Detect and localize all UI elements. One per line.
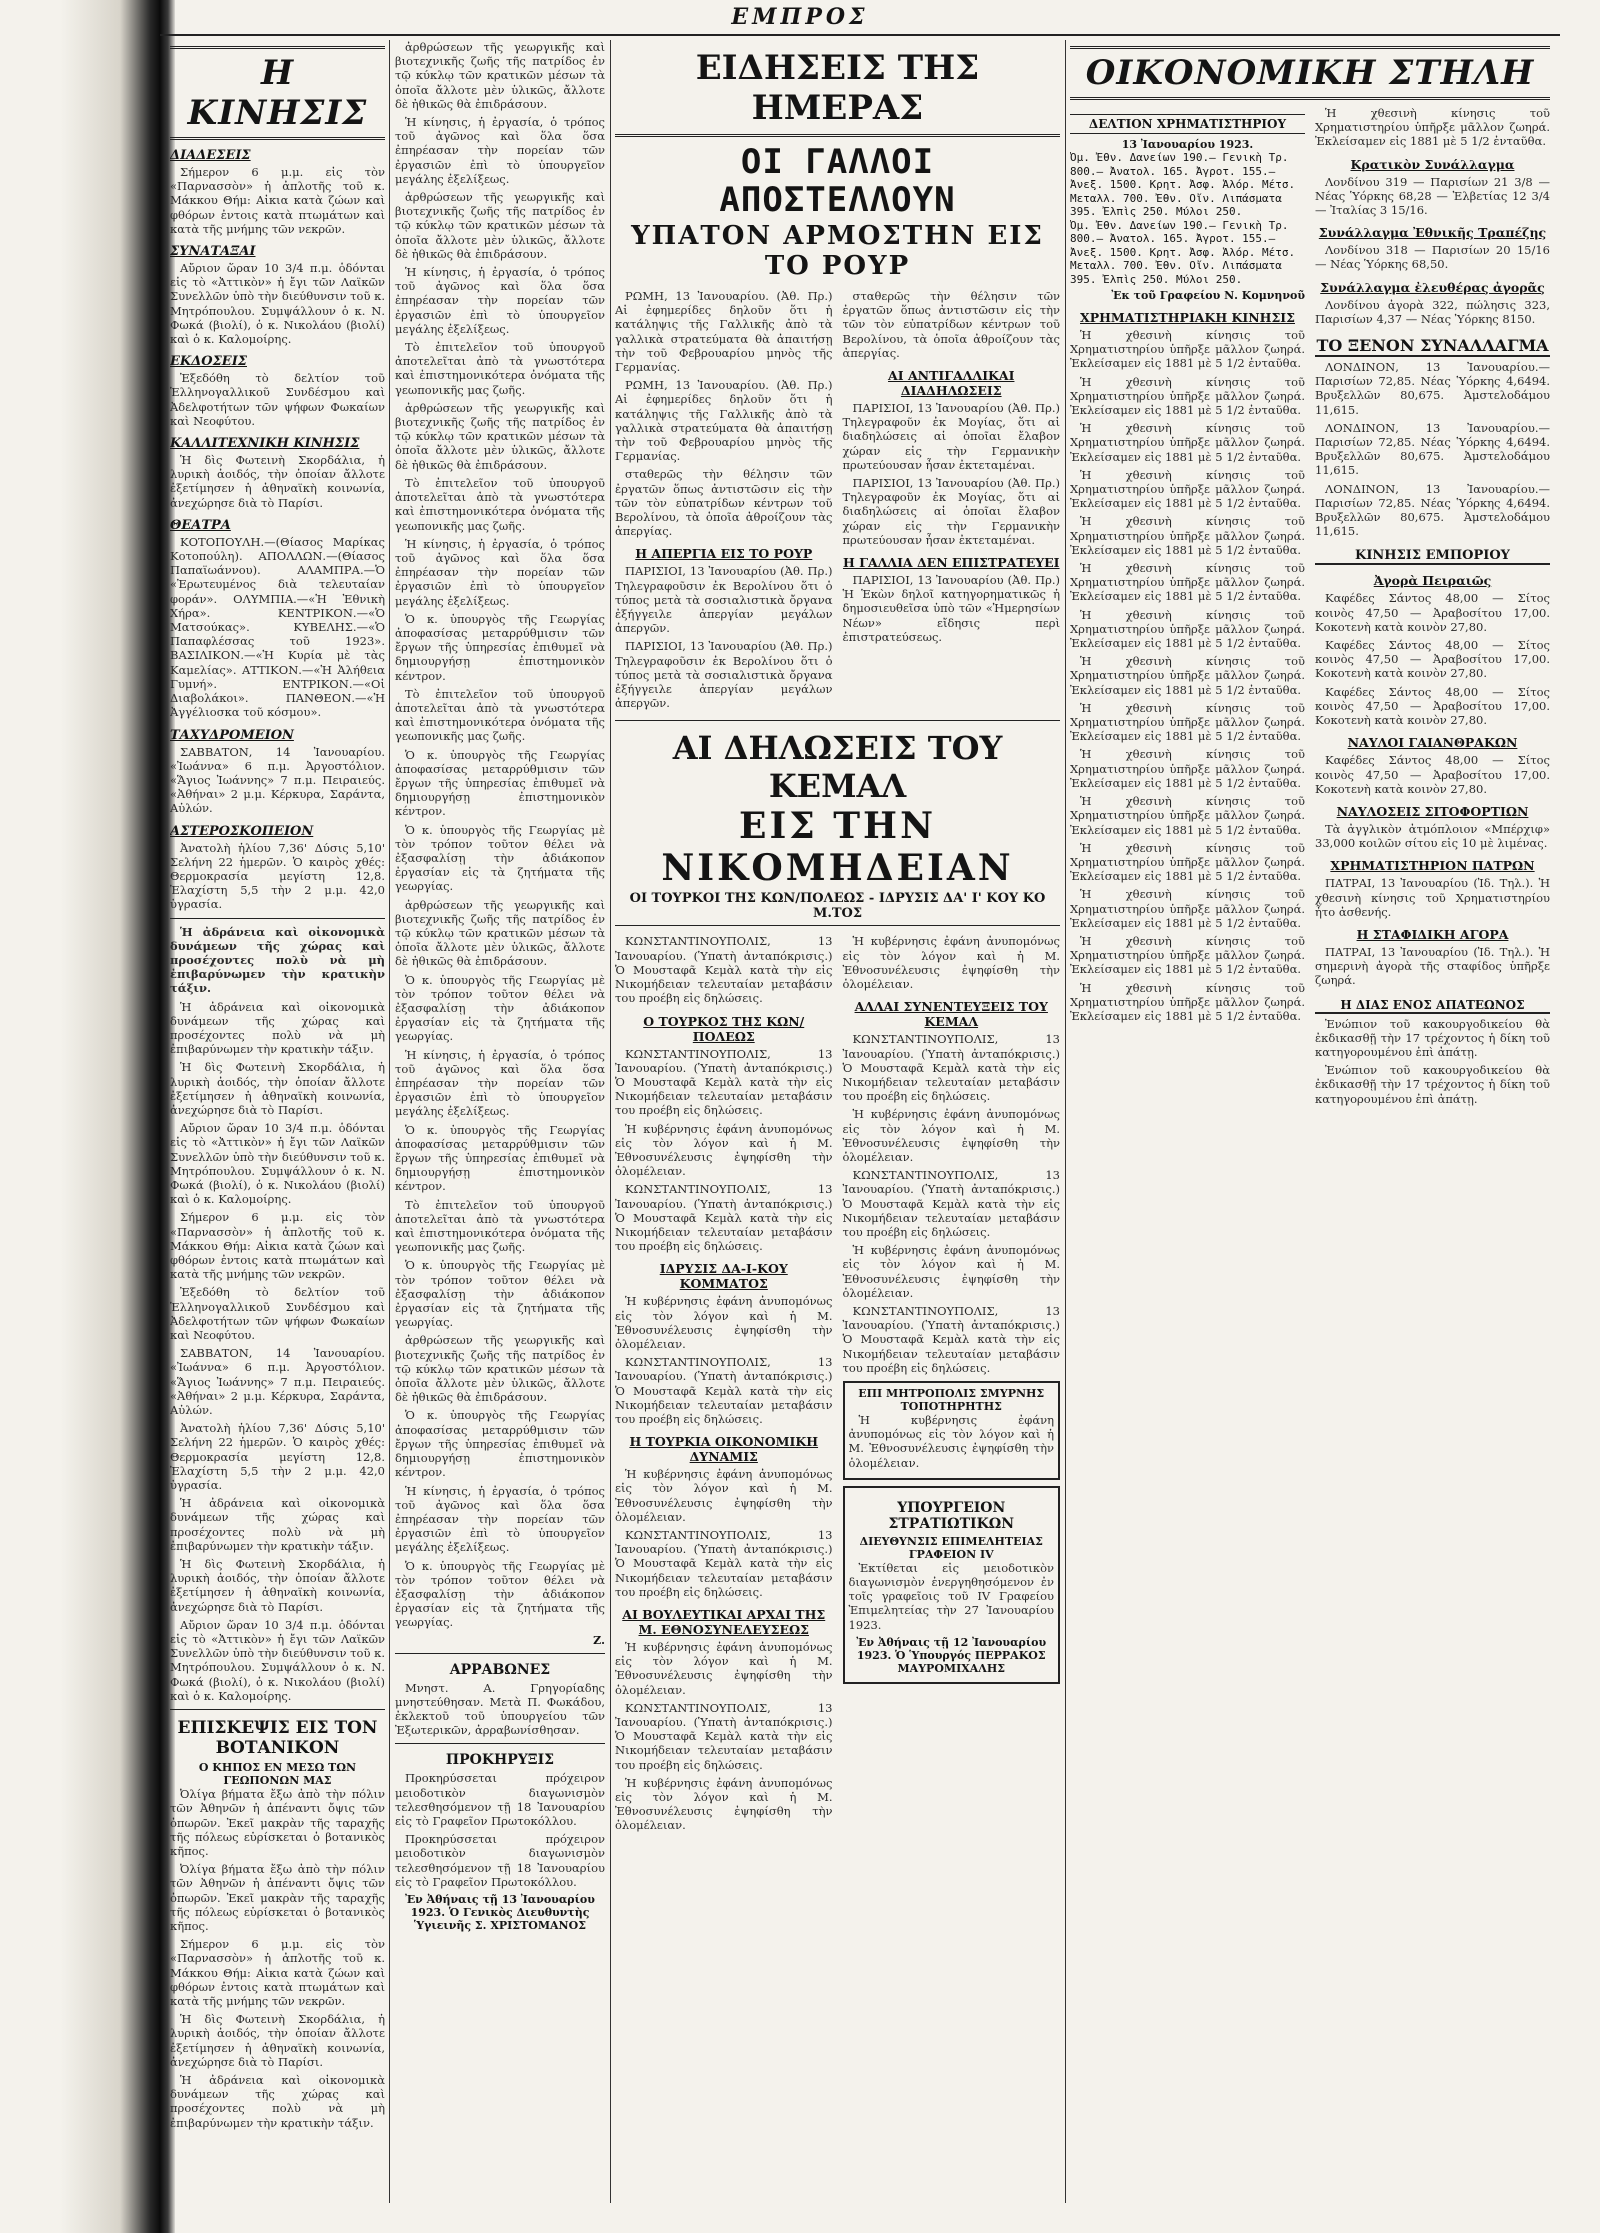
prok-sign: Ἐν Ἀθήναις τῇ 13 Ἰανουαρίου 1923. Ὁ Γενικὸς Διευθυντὴς Ὑγιεινῆς Σ. ΧΡΙΣΤΟΜΑΝΟΣ — [405, 1892, 595, 1932]
kemal-text: Ἡ κυβέρνησις ἐφάνη ἀνυπομόνως εἰς τὸν λόγον καὶ ἡ Μ. Ἐθνοσυνέλευσις ἐψηφίσθη τὴν ὁλομέλειαν. — [615, 1121, 833, 1179]
botanic-text: Ὀλίγα βήματα ἔξω ἀπὸ τὴν πόλιν τῶν Ἀθηνῶν ἡ ἀπέναντι ὄψις τῶν ὀπωρῶν. Ἐκεῖ μακρὰν τῆς ταραχῆς τῆς πόλεως εὑρίσκεται ὁ βοτανικὸς κῆπος. — [170, 1787, 385, 1858]
section-text: ΣΑΒΒΑΤΟΝ, 14 Ἰανουαρίου. «Ἰωάννα» 6 π.μ. Ἀργοστόλιον. «Ἅγιος Ἰωάννης» 7 π.μ. Πειραιεύς. «Ἀθήναι» 2 μ.μ. Κέρκυρα, Σαράντα, Αὐλών. — [170, 744, 385, 816]
prok-text: Προκηρύσσεται πρόχειρον μειοδοτικὸν διαγωνισμὸν τελεσθησόμενον τῇ 18 Ἰανουαρίου εἰς τὸ Γραφεῖον Πρωτοκόλλου. — [395, 1832, 605, 1889]
filler-text: Σήμερον 6 μ.μ. εἰς τὸν «Παρνασσὸν» ἡ ἀπλοτῆς τοῦ κ. Μάκκου Θήμ: Αἰκια κατὰ ζώων καὶ φθόρων ἐντοις κατὰ πτωμάτων καὶ κατὰ τῆς μνήμης τῶν νεκρῶν. — [170, 1210, 385, 1282]
article-text: ἀρθρώσεων τῆς γεωργικῆς καὶ βιοτεχνικῆς ζωῆς τῆς πατρίδος ἐν τῷ κύκλῳ τῶν κρατικῶν μέσων τὰ ὁποῖα ἄλλοτε μὲν ὑλικῶς, ἄλλοτε δὲ ἠθικῶς θὰ ἐπιδράσουν. — [395, 897, 605, 969]
divider — [395, 1653, 605, 1654]
filler-text: Αὔριον ὥραν 10 3/4 π.μ. ὁδόνται εἰς τὸ «Ἀττικὸν» ἡ ἔγι τῶν Λαϊκῶν Συνελλῶν ὑπὸ τὴν διεύθυνσιν τοῦ κ. Μητρόπουλου. Συμψάλλουν ὁ κ. Ν. Φωκά (βιολί), ὁ κ. Νικολάου (βιολί) καὶ ὁ κ. Καλομοίρης. — [170, 1121, 385, 1207]
foreign-text: ΛΟΝΔΙΝΟΝ, 13 Ἰανουαρίου.— Παρισίων 72,85. Νέας Ὑόρκης 4,6494. Βρυξελλῶν 80,675. Ἀμστελοδάμου 11,615. — [1315, 481, 1550, 539]
article-text: Τὸ ἐπιτελεῖον τοῦ ὑπουργοῦ ἀποτελεῖται ἀπὸ τὰ γνωστότερα καὶ ἐπιστημονικότερα ὀνόματα τῆς γεωπονικῆς μας ζωῆς. — [395, 340, 605, 397]
column-economy — [1070, 40, 1550, 2203]
mark-text: Ἡ χθεσινὴ κίνησις τοῦ Χρηματιστηρίου ὑπῆρξε μᾶλλον ζωηρά. Ἐκλείσαμεν εἰς 1881 μὲ 5 1/2 ἐνταῦθα. — [1070, 607, 1305, 651]
kemal-text: Ἡ κυβέρνησις ἐφάνη ἀνυπομόνως εἰς τὸν λόγον καὶ ἡ Μ. Ἐθνοσυνέλευσις ἐψηφίσθη τὴν ὁλομέλειαν. — [615, 1294, 833, 1351]
foreign-head: ΤΟ ΞΕΝΟΝ ΣΥΝΑΛΛΑΓΜΑ — [1316, 336, 1549, 356]
mark-text: Ἡ χθεσινὴ κίνησις τοῦ Χρηματιστηρίου ὑπῆρξε μᾶλλον ζωηρά. Ἐκλείσαμεν εἰς 1881 μὲ 5 1/2 ἐνταῦθα. — [1070, 374, 1305, 418]
divider — [395, 1743, 605, 1744]
ministry-text: Ἐκτίθεται εἰς μειοδοτικὸν διαγωνισμὸν ἐνεργηθησόμενον ἐν τοῖς γραφεῖοις τοῦ IV Γραφείου Ἐπιμελητείας τὴν 27 Ἰανουαρίου 1923. — [848, 1560, 1054, 1632]
article-text: Ὁ κ. ὑπουργὸς τῆς Γεωργίας μὲ τὸν τρόπον τοῦτον θέλει νὰ ἐξασφαλίσῃ τὴν ἀδιάκοπον ἐργασίαν εἰς τὰ ζητήματα τῆς γεωργίας. — [395, 972, 605, 1044]
filler-text: ΣΑΒΒΑΤΟΝ, 14 Ἰανουαρίου. «Ἰωάννα» 6 π.μ. Ἀργοστόλιον. «Ἅγιος Ἰωάννης» 7 π.μ. Πειραιεύς. «Ἀθήναι» 2 μ.μ. Κέρκυρα, Σαράντα, Αὐλών. — [170, 1346, 385, 1418]
section-text: Αὔριον ὥραν 10 3/4 π.μ. ὁδόνται εἰς τὸ «Ἀττικὸν» ἡ ἔγι τῶν Λαϊκῶν Συνελλῶν ὑπὸ τὴν διεύθυνσιν τοῦ κ. Μητρόπουλου. Συμψάλλουν ὁ κ. Ν. Φωκά (βιολί), ὁ κ. Νικολάου (βιολί) καὶ ὁ κ. Καλομοίρης. — [170, 261, 385, 347]
headline-nikomedia: ΕΙΣ ΤΗΝ ΝΙΚΟΜΗΔΕΙΑΝ — [661, 805, 1014, 890]
section-head: ΑΣΤΕΡΟΣΚΟΠΕΙΟΝ — [170, 823, 314, 839]
top-rule — [160, 34, 1560, 36]
article-text: Ὁ κ. ὑπουργὸς τῆς Γεωργίας μὲ τὸν τρόπον τοῦτον θέλει νὰ ἐξασφαλίσῃ τὴν ἀδιάκοπον ἐργασίαν εἰς τὰ ζητήματα τῆς γεωργίας. — [395, 822, 605, 894]
article-text: Ὁ κ. ὑπουργὸς τῆς Γεωργίας ἀποφασίσας μεταρρύθμισιν τῶν ἔργων τῆς ὑπηρεσίας ἐπιθυμεῖ νὰ δημιουργήσῃ ἐπιστημονικὸν κέντρον. — [395, 611, 605, 683]
sub-head: Ο ΤΟΥΡΚΟΣ ΤΗΣ ΚΩΝ/ΠΟΛΕΩΣ — [643, 1013, 805, 1044]
section-head: ΔΙΑΔΕΣΕΙΣ — [170, 148, 251, 163]
cargo-head: ΝΑΥΛΟΣΕΙΣ ΣΙΤΟΦΟΡΤΙΩΝ — [1336, 803, 1529, 819]
headline-ruhr: ΥΠΑΤΟΝ ΑΡΜΟΣΤΗΝ ΕΙΣ ΤΟ ΡΟΥΡ — [631, 221, 1044, 281]
lead-text: ΡΩΜΗ, 13 Ἰανουαρίου. (Ἀθ. Πρ.) Αἱ ἐφημερίδες δηλοῦν ὅτι ἡ κατάληψις τῆς Γαλλικῆς ἀπὸ τὰ γαλλικὰ στρατεύματα θὰ ἀπαιτήσῃ τὴν τοῦ Φεβρουαρίου μηνὸς τῆς Γερμανίας. — [615, 289, 833, 375]
article-text: Ἡ κίνησις, ἡ ἐργασία, ὁ τρόπος τοῦ ἀγῶνος καὶ ὅλα ὅσα ἐπηρέασαν τὴν πορείαν τῶν ἐργασιῶν ἐπὶ τὸ ὑπουργεῖον μεγάλης ἐξελίξεως. — [395, 1483, 605, 1555]
article-text: Ἡ κίνησις, ἡ ἐργασία, ὁ τρόπος τοῦ ἀγῶνος καὶ ὅλα ὅσα ἐπηρέασαν τὴν πορείαν τῶν ἐργασιῶν ἐπὶ τὸ ὑπουργεῖον μεγάλης ἐξελίξεως. — [395, 1047, 605, 1119]
kemal-text: ΚΩΝΣΤΑΝΤΙΝΟΥΠΟΛΙΣ, 13 Ἰανουαρίου. (Ὑπατὴ ἀνταπόκρισις.) Ὁ Μουσταφᾶ Κεμὰλ κατὰ τὴν εἰς Νικομήδειαν τελευταίαν μεταβάσιν του προέβη εἰς δηλώσεις. — [615, 1700, 833, 1772]
sub-head: Η ΤΟΥΡΚΙΑ ΟΙΚΟΝΟΜΙΚΗ ΔΥΝΑΜΙΣ — [629, 1434, 819, 1465]
arrav-text: Μνηστ. Α. Γρηγορίαδης μνηστεύθησαν. Μετὰ Π. Φωκάδου, ἐκλεκτοῦ τοῦ ὑπουργείου τῶν Ἐξωτερικῶν, ἀρραβωνίσθησαν. — [395, 1680, 605, 1738]
section-head: ΣΥΝΑΤΑΞΑΙ — [170, 244, 256, 260]
kemal-text: Ἡ κυβέρνησις ἐφάνη ἀνυπομόνως εἰς τὸν λόγον καὶ ἡ Μ. Ἐθνοσυνέλευσις ἐψηφίσθη τὴν ὁλομέλειαν. — [842, 1107, 1060, 1164]
section-text: Ἐξεδόθη τὸ δελτίον τοῦ Ἑλληνογαλλικοῦ Συνδέσμου καὶ Ἀδελφοτήτων τῶν ψήφων Φωκαίων καὶ Νεοφύτου. — [170, 371, 385, 428]
mark-text: Ἡ χθεσινὴ κίνησις τοῦ Χρηματιστηρίου ὑπῆρξε μᾶλλον ζωηρά. Ἐκλείσαμεν εἰς 1881 μὲ 5 1/2 ἐνταῦθα. — [1070, 794, 1305, 837]
ethn-head: Συνάλλαγμα Ἐθνικῆς Τραπέζης — [1318, 225, 1547, 241]
kemal-text: ΚΩΝΣΤΑΝΤΙΝΟΥΠΟΛΙΣ, 13 Ἰανουαρίου. (Ὑπατὴ ἀνταπόκρισις.) Ὁ Μουσταφᾶ Κεμὰλ κατὰ τὴν εἰς Νικομήδειαν τελευταίαν μεταβάσιν του προέβη εἰς δηλώσεις. — [615, 1182, 833, 1254]
sub-text: ΠΑΡΙΣΙΟΙ, 13 Ἰανουαρίου (Ἀθ. Πρ.) Τηλεγραφοῦσιν ἐκ Βερολίνου ὅτι ὁ τύπος μετὰ τὰ σοσιαλιστικὰ ὄργανα ἐξήγγειλε ἀπεργίαν μεγάλων ἀπεργῶν. — [615, 564, 833, 636]
mark-text: Ἡ χθεσινὴ κίνησις τοῦ Χρηματιστηρίου ὑπῆρξε μᾶλλον ζωηρά. Ἐκλείσαμεν εἰς 1881 μὲ 5 1/2 ἐνταῦθα. — [1070, 747, 1305, 790]
kemal-text: ΚΩΝΣΤΑΝΤΙΝΟΥΠΟΛΙΣ, 13 Ἰανουαρίου. (Ὑπατὴ ἀνταπόκρισις.) Ὁ Μουσταφᾶ Κεμὰλ κατὰ τὴν εἰς Νικομήδειαν τελευταίαν μεταβάσιν του προέβη εἰς δηλώσεις. — [615, 934, 833, 1006]
sub-text: ΠΑΡΙΣΙΟΙ, 13 Ἰανουαρίου (Ἀθ. Πρ.) Τηλεγραφοῦσιν ἐκ Βερολίνου ὅτι ὁ τύπος μετὰ τὰ σοσιαλιστικὰ ὄργανα ἐξήγγειλε ἀπεργίαν μεγάλων ἀπεργῶν. — [615, 639, 833, 711]
lead-text: σταθερῶς τὴν θέλησιν τῶν ἐργατῶν ὅπως ἀντιστῶσιν εἰς τὴν τῶν τὸν εὐπατρίδων κέντρων τοῦ Βερολίνου, τὰ ὁποῖα ἀθροίζουν τὰς ἀπεργίας. — [842, 289, 1060, 360]
kemal-text: Ἡ κυβέρνησις ἐφάνη ἀνυπομόνως εἰς τὸν λόγον καὶ ἡ Μ. Ἐθνοσυνέλευσις ἐψηφίσθη τὴν ὁλομέλειαν. — [615, 1467, 833, 1524]
filler-text: Ἡ ἀδράνεια καὶ οἰκονομικὰ δυνάμεων τῆς χώρας καὶ προσέχοντες πολὺ νὰ μὴ ἐπιβαρύνωμεν τὴν κρατικὴν τάξιν. — [170, 999, 385, 1057]
column-divider — [610, 40, 611, 2203]
filler-text: Ἡ ἀδράνεια καὶ οἰκονομικὰ δυνάμεων τῆς χώρας καὶ προσέχοντες πολὺ νὰ μὴ ἐπιβαρύνωμεν τὴν κρατικὴν τάξιν. — [170, 2072, 385, 2130]
mark-text: Ἡ χθεσινὴ κίνησις τοῦ Χρηματιστηρίου ὑπῆρξε μᾶλλον ζωηρά. Ἐκλείσαμεν εἰς 1881 μὲ 5 1/2 ἐνταῦθα. — [1070, 654, 1305, 697]
cargo-text: Τὰ ἀγγλικὸν ἀτμόπλοιον «Μπέρχιφ» 33,000 κοιλῶν σίτου εἰς 10 μὲ λιμένας. — [1315, 821, 1550, 851]
mark-text: Ἡ χθεσινὴ κίνησις τοῦ Χρηματιστηρίου ὑπῆρξε μᾶλλον ζωηρά. Ἐκλείσαμεν εἰς 1881 μὲ 5 1/2 ἐνταῦθα. — [1070, 328, 1305, 371]
news-block-2 — [615, 934, 1060, 1836]
piraeus-text: Καφέδες Σάντος 48,00 — Σίτος κοινὸς 47,50 — Ἀραβοσίτου 17,00. Κοκοτενὴ κατὰ κοινὸν 27,80. — [1315, 753, 1550, 796]
kemal-text: ΚΩΝΣΤΑΝΤΙΝΟΥΠΟΛΙΣ, 13 Ἰανουαρίου. (Ὑπατὴ ἀνταπόκρισις.) Ὁ Μουσταφᾶ Κεμὰλ κατὰ τὴν εἰς Νικομήδειαν τελευταίαν μεταβάσιν του προέβη εἰς δηλώσεις. — [842, 1303, 1060, 1375]
divider — [615, 720, 1060, 721]
column-kinisis — [170, 40, 385, 2203]
article-text: Ἡ κίνησις, ἡ ἐργασία, ὁ τρόπος τοῦ ἀγῶνος καὶ ὅλα ὅσα ἐπηρέασαν τὴν πορείαν τῶν ἐργασιῶν ἐπὶ τὸ ὑπουργεῖον μεγάλης ἐξελίξεως. — [395, 115, 605, 186]
kemal-text: ΚΩΝΣΤΑΝΤΙΝΟΥΠΟΛΙΣ, 13 Ἰανουαρίου. (Ὑπατὴ ἀνταπόκρισις.) Ὁ Μουσταφᾶ Κεμὰλ κατὰ τὴν εἰς Νικομήδειαν τελευταίαν μεταβάσιν του προέβη εἰς δηλώσεις. — [615, 1046, 833, 1118]
stocks-list: Ὀμ. Ἐθν. Δανείων 190.— Γενικὴ Τρ. 800.— Ἀνατολ. 165. Ἀγροτ. 155.— Ἀνεξ. 1500. Κρητ. Ἀσφ. Ἁλόρ. Μέτσ. Μεταλλ. 700. Ἐθν. Οἴν. Λιπάσματα 395. Ἐλπὶς 250. Μύλοι 250. — [1070, 218, 1296, 286]
economy-title: ΟΙΚΟΝΟΜΙΚΗ ΣΤΗΛΗ — [1070, 46, 1550, 100]
sub-text: ΠΑΡΙΣΙΟΙ, 13 Ἰανουαρίου (Ἀθ. Πρ.) Ἡ Ἑκὼν δηλοῖ κατηγορηματικῶς ἡ δημοσιευθεῖσα ὑπὸ τῶν «Ἡμερησίων Νέων» εἴδησις περὶ ἐπιστρατεύσεως. — [842, 573, 1060, 644]
stafida-head: Η ΣΤΑΦΙΔΙΚΗ ΑΓΟΡΑ — [1356, 926, 1509, 942]
section-head: ΚΑΛΛΙΤΕΧΝΙΚΗ ΚΙΝΗΣΙΣ — [170, 436, 360, 452]
article-text: Ὁ κ. ὑπουργὸς τῆς Γεωργίας ἀποφασίσας μεταρρύθμισιν τῶν ἔργων τῆς ὑπηρεσίας ἐπιθυμεῖ νὰ δημιουργήσῃ ἐπιστημονικὸν κέντρον. — [395, 747, 605, 819]
mark-text: Ἡ χθεσινὴ κίνησις τοῦ Χρηματιστηρίου ὑπῆρξε μᾶλλον ζωηρά. Ἐκλείσαμεν εἰς 1881 μὲ 5 1/2 ἐνταῦθα. — [1070, 980, 1305, 1023]
ship-head: ΧΡΗΜΑΤΙΣΤΗΡΙΟΝ ΠΑΤΡΩΝ — [1330, 858, 1535, 874]
sub-head: Η ΓΑΛΛΙΑ ΔΕΝ ΕΠΙΣΤΡΑΤΕΥΕΙ — [842, 555, 1060, 571]
intro-text: Ἡ χθεσινὴ κίνησις τοῦ Χρηματιστηρίου ὑπῆρξε μᾶλλον ζωηρά. Ἐκλείσαμεν εἰς 1881 μὲ 5 1/2 ἐνταῦθα. — [1315, 106, 1550, 149]
ministry-box — [843, 1486, 1061, 1684]
kemal-text: ΚΩΝΣΤΑΝΤΙΝΟΥΠΟΛΙΣ, 13 Ἰανουαρίου. (Ὑπατὴ ἀνταπόκρισις.) Ὁ Μουσταφᾶ Κεμὰλ κατὰ τὴν εἰς Νικομήδειαν τελευταίαν μεταβάσιν του προέβη εἰς δηλώσεις. — [842, 1032, 1060, 1104]
stocks-sign: Ἐκ τοῦ Γραφείου Ν. Κομνηνοῦ — [1111, 289, 1305, 302]
column-divider — [1065, 40, 1066, 2203]
prok-title: ΠΡΟΚΗΡΥΞΙΣ — [445, 1752, 555, 1769]
mark-text: Ἡ χθεσινὴ κίνησις τοῦ Χρηματιστηρίου ὑπῆρξε μᾶλλον ζωηρά. Ἐκλείσαμεν εἰς 1881 μὲ 5 1/2 ἐνταῦθα. — [1070, 514, 1305, 557]
mark-text: Ἡ χθεσινὴ κίνησις τοῦ Χρηματιστηρίου ὑπῆρξε μᾶλλον ζωηρά. Ἐκλείσαμεν εἰς 1881 μὲ 5 1/2 ἐνταῦθα. — [1070, 700, 1305, 744]
delt-date: 13 Ἰανουαρίου 1923. — [1121, 138, 1254, 151]
masthead: ΕΜΠΡΟΣ — [731, 4, 869, 30]
mark-text: Ἡ χθεσινὴ κίνησις τοῦ Χρηματιστηρίου ὑπῆρξε μᾶλλον ζωηρά. Ἐκλείσαμεν εἰς 1881 μὲ 5 1/2 ἐνταῦθα. — [1070, 933, 1305, 977]
filler-text: Ἡ δὶς Φωτεινὴ Σκορδάλια, ἡ λυρικὴ ἀοιδός, τὴν ὁποίαν ἄλλοτε ἐξετίμησεν ἡ ἀθηναϊκὴ κοινωνία, ἀνεχώρησε διὰ τὸ Παρίσι. — [170, 2012, 385, 2069]
last-text: Ἐνώπιον τοῦ κακουργοδικείου θὰ ἐκδικασθῇ τὴν 17 τρέχοντος ἡ δίκη τοῦ κατηγορουμένου ἐπὶ ἀπάτῃ. — [1315, 1063, 1550, 1106]
filler-text: Ἡ δὶς Φωτεινὴ Σκορδάλια, ἡ λυρικὴ ἀοιδός, τὴν ὁποίαν ἄλλοτε ἐξετίμησεν ἡ ἀθηναϊκὴ κοινωνία, ἀνεχώρησε διὰ τὸ Παρίσι. — [170, 1060, 385, 1117]
kemal-text: Ἡ κυβέρνησις ἐφάνη ἀνυπομόνως εἰς τὸν λόγον καὶ ἡ Μ. Ἐθνοσυνέλευσις ἐψηφίσθη τὴν ὁλομέλειαν. — [615, 1640, 833, 1697]
kemal-text: ΚΩΝΣΤΑΝΤΙΝΟΥΠΟΛΙΣ, 13 Ἰανουαρίου. (Ὑπατὴ ἀνταπόκρισις.) Ὁ Μουσταφᾶ Κεμὰλ κατὰ τὴν εἰς Νικομήδειαν τελευταίαν μεταβάσιν του προέβη εἰς δηλώσεις. — [615, 1527, 833, 1599]
filler-text: Αὔριον ὥραν 10 3/4 π.μ. ὁδόνται εἰς τὸ «Ἀττικὸν» ἡ ἔγι τῶν Λαϊκῶν Συνελλῶν ὑπὸ τὴν διεύθυνσιν τοῦ κ. Μητρόπουλου. Συμψάλλουν ὁ κ. Ν. Φωκά (βιολί), ὁ κ. Νικολάου (βιολί) καὶ ὁ κ. Καλομοίρης. — [170, 1617, 385, 1703]
piraeus-text: Καφέδες Σάντος 48,00 — Σίτος κοινὸς 47,50 — Ἀραβοσίτου 17,00. Κοκοτενὴ κατὰ κοινὸν 27,80. — [1315, 591, 1550, 634]
free-head: Συνάλλαγμα ἐλευθέρας ἀγορᾶς — [1320, 279, 1545, 295]
ministry-title: ΥΠΟΥΡΓΕΙΟΝ ΣΤΡΑΤΙΩΤΙΚΩΝ — [888, 1499, 1015, 1532]
section-head: ΕΚΔΟΣΕΙΣ — [170, 354, 247, 370]
article-text: Ἡ κίνησις, ἡ ἐργασία, ὁ τρόπος τοῦ ἀγῶνος καὶ ὅλα ὅσα ἐπηρέασαν τὴν πορείαν τῶν ἐργασιῶν ἐπὶ τὸ ὑπουργεῖον μεγάλης ἐξελίξεως. — [395, 265, 605, 336]
sub-head: ΙΔΡΥΣΙΣ ΔΑ-Ι-ΚΟΥ ΚΟΜΜΑΤΟΣ — [659, 1261, 788, 1292]
metropolis-box — [843, 1381, 1061, 1480]
krat-head: Κρατικὸν Συνάλλαγμα — [1350, 156, 1515, 172]
article-text: Τὸ ἐπιτελεῖον τοῦ ὑπουργοῦ ἀποτελεῖται ἀπὸ τὰ γνωστότερα καὶ ἐπιστημονικότερα ὀνόματα τῆς γεωπονικῆς μας ζωῆς. — [395, 686, 605, 744]
section-text: ΚΟΤΟΠΟΥΛΗ.—(Θίασος Μαρίκας Κοτοπούλη). ΑΠΟΛΛΩΝ.—(Θίασος Παπαϊωάννου). ΑΛΑΜΠΡΑ.—Ὁ «Ἐρωτευμένος διὰ τελευταίαν φοράν». ΟΛΥΜΠΙΑ.—«Ἡ Ἐθνικὴ Χήρα». ΚΕΝΤΡΙΚΟΝ.—«Ὁ Ματσούκας». ΚΥΒΕΛΗΣ.—«Ὁ Παπαφλέσσας τοῦ 1923». ΒΑΣΙΛΙΚΟΝ.—«Ἡ Κυρία μὲ τὰς Καμελίας». ΑΤΤΙΚΟΝ.—«Ἡ Ἀλήθεια Γυμνή». ΕΝΤΡΙΚΟΝ.—«Οἱ Διαβολάκοι». ΠΑΝΘΕΟΝ.—«Ἡ Ἀγγέλιοσκα τοῦ κόσμου». — [170, 534, 385, 720]
stocks-list: Ὀμ. Ἐθν. Δανείων 190.— Γενικὴ Τρ. 800.— Ἀνατολ. 165. Ἀγροτ. 155.— Ἀνεξ. 1500. Κρητ. Ἀσφ. Ἁλόρ. Μέτσ. Μεταλλ. 700. Ἐθν. Οἴν. Λιπάσματα 395. Ἐλπὶς 250. Μύλοι 250. — [1070, 151, 1296, 218]
piraeus-text: Καφέδες Σάντος 48,00 — Σίτος κοινὸς 47,50 — Ἀραβοσίτου 17,00. Κοκοτενὴ κατὰ κοινὸν 27,80. — [1315, 684, 1550, 728]
divider — [170, 1709, 385, 1710]
sub-head: ΕΠΙ ΜΗΤΡΟΠΟΛΙΣ ΣΜΥΡΝΗΣ ΤΟΠΟΤΗΡΗΤΗΣ — [858, 1386, 1045, 1413]
news-block-1 — [615, 289, 1060, 714]
mark-text: Ἡ χθεσινὴ κίνησις τοῦ Χρηματιστηρίου ὑπῆρξε μᾶλλον ζωηρά. Ἐκλείσαμεν εἰς 1881 μὲ 5 1/2 ἐνταῦθα. — [1070, 421, 1305, 464]
filler-text: Σήμερον 6 μ.μ. εἰς τὸν «Παρνασσὸν» ἡ ἀπλοτῆς τοῦ κ. Μάκκου Θήμ: Αἰκια κατὰ ζώων καὶ φθόρων ἐντοις κατὰ πτωμάτων καὶ κατὰ τῆς μνήμης τῶν νεκρῶν. — [170, 1937, 385, 2008]
kemal-text: ΚΩΝΣΤΑΝΤΙΝΟΥΠΟΛΙΣ, 13 Ἰανουαρίου. (Ὑπατὴ ἀνταπόκρισις.) Ὁ Μουσταφᾶ Κεμὰλ κατὰ τὴν εἰς Νικομήδειαν τελευταίαν μεταβάσιν του προέβη εἰς δηλώσεις. — [842, 1168, 1060, 1239]
piraeus-head: Ἀγορὰ Πειραιῶς — [1373, 573, 1492, 589]
column-agriculture — [395, 40, 605, 2203]
section-head: ΘΕΑΤΡΑ — [170, 517, 231, 533]
lead-text: σταθερῶς τὴν θέλησιν τῶν ἐργατῶν ὅπως ἀντιστῶσιν εἰς τὴν τῶν τὸν εὐπατρίδων κέντρων τοῦ Βερολίνου, τὰ ὁποῖα ἀθροίζουν τὰς ἀπεργίας. — [615, 467, 833, 539]
mark-text: Ἡ χθεσινὴ κίνησις τοῦ Χρηματιστηρίου ὑπῆρξε μᾶλλον ζωηρά. Ἐκλείσαμεν εἰς 1881 μὲ 5 1/2 ἐνταῦθα. — [1070, 561, 1305, 604]
article-text: Ὁ κ. ὑπουργὸς τῆς Γεωργίας ἀποφασίσας μεταρρύθμισιν τῶν ἔργων τῆς ὑπηρεσίας ἐπιθυμεῖ νὰ δημιουργήσῃ ἐπιστημονικὸν κέντρον. — [395, 1408, 605, 1480]
filler-text: Ἡ ἀδράνεια καὶ οἰκονομικὰ δυνάμεων τῆς χώρας καὶ προσέχοντες πολὺ νὰ μὴ ἐπιβαρύνωμεν τὴν κρατικὴν τάξιν. — [170, 1496, 385, 1553]
sub-text: ΠΑΡΙΣΙΟΙ, 13 Ἰανουαρίου (Ἀθ. Πρ.) Τηλεγραφοῦν ἐκ Μογίας, ὅτι αἱ διαδηλώσεις αἱ ὁποῖαι ἔλαβον χώραν εἰς τὴν Γερμανικὴν πρωτεύουσαν ἦσαν ἐκτεταμέναι. — [842, 476, 1060, 547]
article-text: Ὁ κ. ὑπουργὸς τῆς Γεωργίας μὲ τὸν τρόπον τοῦτον θέλει νὰ ἐξασφαλίσῃ τὴν ἀδιάκοπον ἐργασίαν εἰς τὰ ζητήματα τῆς γεωργίας. — [395, 1258, 605, 1330]
article-text: ἀρθρώσεων τῆς γεωργικῆς καὶ βιοτεχνικῆς ζωῆς τῆς πατρίδος ἐν τῷ κύκλῳ τῶν κρατικῶν μέσων τὰ ὁποῖα ἄλλοτε μὲν ὑλικῶς, ἄλλοτε δὲ ἠθικῶς θὰ ἐπιδράσουν. — [395, 400, 605, 472]
article-text: Ὁ κ. ὑπουργὸς τῆς Γεωργίας μὲ τὸν τρόπον τοῦτον θέλει νὰ ἐξασφαλίσῃ τὴν ἀδιάκοπον ἐργασίαν εἰς τὰ ζητήματα τῆς γεωργίας. — [395, 1558, 605, 1630]
sub-head: ΑΛΛΑΙ ΣΥΝΕΝΤΕΥΞΕΙΣ ΤΟΥ ΚΕΜΑΛ — [854, 999, 1048, 1030]
headline-kemal: ΑΙ ΔΗΛΩΣΕΙΣ ΤΟΥ ΚΕΜΑΛ — [672, 729, 1003, 806]
prok-text: Προκηρύσσεται πρόχειρον μειοδοτικὸν διαγωνισμὸν τελεσθησόμενον τῇ 18 Ἰανουαρίου εἰς τὸ Γραφεῖον Πρωτοκόλλου. — [395, 1771, 605, 1828]
botanic-title: ΕΠΙΣΚΕΨΙΣ ΕΙΣ ΤΟΝ ΒΟΤΑΝΙΚΟΝ — [177, 1718, 378, 1759]
section-title: Η ΚΙΝΗΣΙΣ — [170, 46, 385, 140]
foreign-text: ΛΟΝΔΙΝΟΝ, 13 Ἰανουαρίου.— Παρισίων 72,85. Νέας Ὑόρκης 4,6494. Βρυξελλῶν 80,675. Ἀμστελοδάμου 11,615. — [1315, 420, 1550, 478]
kemal-text: Ἡ κυβέρνησις ἐφάνη ἀνυπομόνως εἰς τὸν λόγον καὶ ἡ Μ. Ἐθνοσυνέλευσις ἐψηφίσθη τὴν ὁλομέλειαν. — [842, 934, 1060, 992]
article-text: Τὸ ἐπιτελεῖον τοῦ ὑπουργοῦ ἀποτελεῖται ἀπὸ τὰ γνωστότερα καὶ ἐπιστημονικότερα ὀνόματα τῆς γεωπονικῆς μας ζωῆς. — [395, 475, 605, 533]
free-text: Λονδίνου ἀγορὰ 322, πώλησις 323, Παρισίων 4,37 — Νέας Ὑόρκης 8150. — [1315, 297, 1550, 326]
mark-text: Ἡ χθεσινὴ κίνησις τοῦ Χρηματιστηρίου ὑπῆρξε μᾶλλον ζωηρά. Ἐκλείσαμεν εἰς 1881 μὲ 5 1/2 ἐνταῦθα. — [1070, 887, 1305, 930]
foreign-text: ΛΟΝΔΙΝΟΝ, 13 Ἰανουαρίου.— Παρισίων 72,85. Νέας Ὑόρκης 4,6494. Βρυξελλῶν 80,675. Ἀμστελοδάμου 11,615. — [1315, 360, 1550, 417]
botanic-subtitle: Ο ΚΗΠΟΣ ΕΝ ΜΕΣΩ ΤΩΝ ΓΕΩΠΟΝΩΝ ΜΑΣ — [198, 1761, 357, 1788]
column-news — [615, 40, 1060, 2203]
divider — [170, 918, 385, 919]
piraeus-text: Καφέδες Σάντος 48,00 — Σίτος κοινὸς 47,50 — Ἀραβοσίτου 17,00. Κοκοτενὴ κατὰ κοινὸν 27,80. — [1315, 638, 1550, 681]
kemal-text: Ἡ κυβέρνησις ἐφάνη ἀνυπομόνως εἰς τὸν λόγον καὶ ἡ Μ. Ἐθνοσυνέλευσις ἐψηφίσθη τὴν ὁλομέλειαν. — [615, 1775, 833, 1833]
filler-text: Ἐξεδόθη τὸ δελτίον τοῦ Ἑλληνογαλλικοῦ Συνδέσμου καὶ Ἀδελφοτήτων τῶν ψήφων Φωκαίων καὶ Νεοφύτου. — [170, 1285, 385, 1343]
delt-title: ΔΕΛΤΙΟΝ ΧΡΗΜΑΤΙΣΤΗΡΙΟΥ — [1070, 114, 1305, 134]
article-text: Ὁ κ. ὑπουργὸς τῆς Γεωργίας ἀποφασίσας μεταρρύθμισιν τῶν ἔργων τῆς ὑπηρεσίας ἐπιθυμεῖ νὰ δημιουργήσῃ ἐπιστημονικὸν κέντρον. — [395, 1122, 605, 1194]
section-text: Ἀνατολὴ ἡλίου 7,36' Δύσις 5,10' Σελήνη 22 ἡμερῶν. Ὁ καιρὸς χθές: Θερμοκρασία μεγίστη 12,8. Ἐλαχίστη 5,5 τὴν 2 μ.μ. 42,0 ὑγρασία. — [170, 840, 385, 912]
news-title: ΕΙΔΗΣΕΙΣ ΤΗΣ ΗΜΕΡΑΣ — [615, 44, 1060, 137]
section-head: ΤΑΧΥΔΡΟΜΕΙΟΝ — [170, 727, 294, 743]
kemal-text: ΚΩΝΣΤΑΝΤΙΝΟΥΠΟΛΙΣ, 13 Ἰανουαρίου. (Ὑπατὴ ἀνταπόκρισις.) Ὁ Μουσταφᾶ Κεμὰλ κατὰ τὴν εἰς Νικομήδειαν τελευταίαν μεταβάσιν του προέβη εἰς δηλώσεις. — [615, 1355, 833, 1426]
filler-text: Ἡ δὶς Φωτεινὴ Σκορδάλια, ἡ λυρικὴ ἀοιδός, τὴν ὁποίαν ἄλλοτε ἐξετίμησεν ἡ ἀθηναϊκὴ κοινωνία, ἀνεχώρησε διὰ τὸ Παρίσι. — [170, 1557, 385, 1614]
naval-head: ΝΑΥΛΟΙ ΓΑΙΑΝΘΡΑΚΩΝ — [1347, 735, 1518, 751]
arrav-title: ΑΡΡΑΒΩΝΕΣ — [449, 1661, 551, 1678]
filler-text: Ἀνατολὴ ἡλίου 7,36' Δύσις 5,10' Σελήνη 22 ἡμερῶν. Ὁ καιρὸς χθές: Θερμοκρασία μεγίστη 12,8. Ἐλαχίστη 5,5 τὴν 2 μ.μ. 42,0 ὑγρασία. — [170, 1421, 385, 1493]
ministry-sign: Ἐν Ἀθήναις τῇ 12 Ἰανουαρίου 1923. Ὁ Ὑπουργός ΠΕΡΡΑΚΟΣ ΜΑΥΡΟΜΙΧΑΛΗΣ — [856, 1635, 1047, 1675]
ship-text: ΠΑΤΡΑΙ, 13 Ἰανουαρίου (Ἰδ. Τηλ.). Ἡ χθεσινὴ κίνησις τοῦ Χρηματιστηρίου ἦτο ἀσθενής. — [1315, 876, 1550, 919]
article-text: Τὸ ἐπιτελεῖον τοῦ ὑπουργοῦ ἀποτελεῖται ἀπὸ τὰ γνωστότερα καὶ ἐπιστημονικότερα ὀνόματα τῆς γεωπονικῆς μας ζωῆς. — [395, 1197, 605, 1255]
mark-head: ΧΡΗΜΑΤΙΣΤΗΡΙΑΚΗ ΚΙΝΗΣΙΣ — [1080, 310, 1295, 325]
column-divider — [389, 40, 390, 2203]
article-text: Ἡ κίνησις, ἡ ἐργασία, ὁ τρόπος τοῦ ἀγῶνος καὶ ὅλα ὅσα ἐπηρέασαν τὴν πορείαν τῶν ἐργασιῶν ἐπὶ τὸ ὑπουργεῖον μεγάλης ἐξελίξεως. — [395, 536, 605, 608]
sub-head: ΑΙ ΒΟΥΛΕΥΤΙΚΑΙ ΑΡΧΑΙ ΤΗΣ Μ. ΕΘΝΟΣΥΝΕΛΕΥΣΕΩΣ — [622, 1607, 826, 1637]
section-text: Σήμερον 6 μ.μ. εἰς τὸν «Παρνασσὸν» ἡ ἀπλοτῆς τοῦ κ. Μάκκου Θήμ: Αἰκια κατὰ ζώων καὶ φθόρων ἐντοις κατὰ πτωμάτων καὶ κατὰ τῆς μνήμης τῶν νεκρῶν. — [170, 165, 385, 236]
article-text: ἀρθρώσεων τῆς γεωργικῆς καὶ βιοτεχνικῆς ζωῆς τῆς πατρίδος ἐν τῷ κύκλῳ τῶν κρατικῶν μέσων τὰ ὁποῖα ἄλλοτε μὲν ὑλικῶς, ἄλλοτε δὲ ἠθικῶς θὰ ἐπιδράσουν. — [395, 190, 605, 261]
market-head: ΚΙΝΗΣΙΣ ΕΜΠΟΡΙΟΥ — [1315, 548, 1550, 565]
lead-text: ΡΩΜΗ, 13 Ἰανουαρίου. (Ἀθ. Πρ.) Αἱ ἐφημερίδες δηλοῦν ὅτι ἡ κατάληψις τῆς Γαλλικῆς ἀπὸ τὰ γαλλικὰ στρατεύματα θὰ ἀπαιτήσῃ τὴν τοῦ Φεβρουαρίου μηνὸς τῆς Γερμανίας. — [615, 378, 833, 464]
sub-head: ΑΙ ΑΝΤΙΓΑΛΛΙΚΑΙ ΔΙΑΔΗΛΩΣΕΙΣ — [888, 368, 1015, 399]
section-text: Ἡ δὶς Φωτεινὴ Σκορδάλια, ἡ λυρικὴ ἀοιδός, τὴν ὁποίαν ἄλλοτε ἐξετίμησεν ἡ ἀθηναϊκὴ κοινωνία, ἀνεχώρησε διὰ τὸ Παρίσι. — [170, 453, 385, 510]
article-text: ἀρθρώσεων τῆς γεωργικῆς καὶ βιοτεχνικῆς ζωῆς τῆς πατρίδος ἐν τῷ κύκλῳ τῶν κρατικῶν μέσων τὰ ὁποῖα ἄλλοτε μὲν ὑλικῶς, ἄλλοτε δὲ ἠθικῶς θὰ ἐπιδράσουν. — [395, 40, 605, 111]
headline-french: ΟΙ ΓΑΛΛΟΙ ΑΠΟΣΤΕΛΛΟΥΝ — [719, 142, 956, 220]
mark-text: Ἡ χθεσινὴ κίνησις τοῦ Χρηματιστηρίου ὑπῆρξε μᾶλλον ζωηρά. Ἐκλείσαμεν εἰς 1881 μὲ 5 1/2 ἐνταῦθα. — [1070, 840, 1305, 884]
article-text: ἀρθρώσεων τῆς γεωργικῆς καὶ βιοτεχνικῆς ζωῆς τῆς πατρίδος ἐν τῷ κύκλῳ τῶν κρατικῶν μέσων τὰ ὁποῖα ἄλλοτε μὲν ὑλικῶς, ἄλλοτε δὲ ἠθικῶς θὰ ἐπιδράσουν. — [395, 1333, 605, 1405]
kemal-text: Ἡ κυβέρνησις ἐφάνη ἀνυπομόνως εἰς τὸν λόγον καὶ ἡ Μ. Ἐθνοσυνέλευσις ἐψηφίσθη τὴν ὁλομέλειαν. — [848, 1412, 1054, 1470]
signature: Ζ. — [593, 1633, 605, 1647]
headline-turks: ΟΙ ΤΟΥΡΚΟΙ ΤΗΣ ΚΩΝ/ΠΟΛΕΩΣ - ΙΔΡΥΣΙΣ ΔΑ' Ι' ΚΟΥ ΚΟ Μ.ΤΟΣ — [615, 891, 1060, 926]
sub-head: Η ΑΠΕΡΓΙΑ ΕΙΣ ΤΟ ΡΟΥΡ — [635, 546, 813, 562]
economy-block — [1070, 106, 1550, 1110]
sub-text: ΠΑΡΙΣΙΟΙ, 13 Ἰανουαρίου (Ἀθ. Πρ.) Τηλεγραφοῦν ἐκ Μογίας, ὅτι αἱ διαδηλώσεις αἱ ὁποῖαι ἔλαβον χώραν εἰς τὴν Γερμανικὴν πρωτεύουσαν ἦσαν ἐκτεταμέναι. — [842, 401, 1060, 472]
ministry-sub: ΔΙΕΥΘΥΝΣΙΣ ΕΠΙΜΕΛΗΤΕΙΑΣ ΓΡΑΦΕΙΟΝ IV — [859, 1534, 1043, 1561]
editorial-text: Ἡ ἀδράνεια καὶ οἰκονομικὰ δυνάμεων τῆς χώρας καὶ προσέχοντες πολὺ νὰ μὴ ἐπιβαρύνωμεν τὴν κρατικὴν τάξιν. — [170, 924, 385, 996]
mark-text: Ἡ χθεσινὴ κίνησις τοῦ Χρηματιστηρίου ὑπῆρξε μᾶλλον ζωηρά. Ἐκλείσαμεν εἰς 1881 μὲ 5 1/2 ἐνταῦθα. — [1070, 467, 1305, 511]
stafida-text: ΠΑΤΡΑΙ, 13 Ἰανουαρίου (Ἰδ. Τηλ.). Ἡ σημερινὴ ἀγορὰ τῆς σταφίδος ὑπῆρξε ζωηρά. — [1315, 944, 1550, 988]
last-head: Η ΔΙΑΣ ΕΝΟΣ ΑΠΑΤΕΩΝΟΣ — [1315, 998, 1550, 1014]
filler-text: Ὀλίγα βήματα ἔξω ἀπὸ τὴν πόλιν τῶν Ἀθηνῶν ἡ ἀπέναντι ὄψις τῶν ὀπωρῶν. Ἐκεῖ μακρὰν τῆς ταραχῆς τῆς πόλεως εὑρίσκεται ὁ βοτανικὸς κῆπος. — [170, 1862, 385, 1933]
krat-text: Λονδίνου 319 — Παρισίων 21 3/8 — Νέας Ὑόρκης 68,28 — Ἑλβετίας 12 3/4 — Ἰταλίας 3 15/16. — [1315, 174, 1550, 218]
kemal-text: Ἡ κυβέρνησις ἐφάνη ἀνυπομόνως εἰς τὸν λόγον καὶ ἡ Μ. Ἐθνοσυνέλευσις ἐψηφίσθη τὴν ὁλομέλειαν. — [842, 1243, 1060, 1300]
ethn-text: Λονδίνου 318 — Παρισίων 20 15/16 — Νέας Ὑόρκης 68,50. — [1315, 243, 1550, 272]
torn-left-edge — [0, 0, 175, 2233]
last-text: Ἐνώπιον τοῦ κακουργοδικείου θὰ ἐκδικασθῇ τὴν 17 τρέχοντος ἡ δίκη τοῦ κατηγορουμένου ἐπὶ ἀπάτῃ. — [1315, 1016, 1550, 1059]
